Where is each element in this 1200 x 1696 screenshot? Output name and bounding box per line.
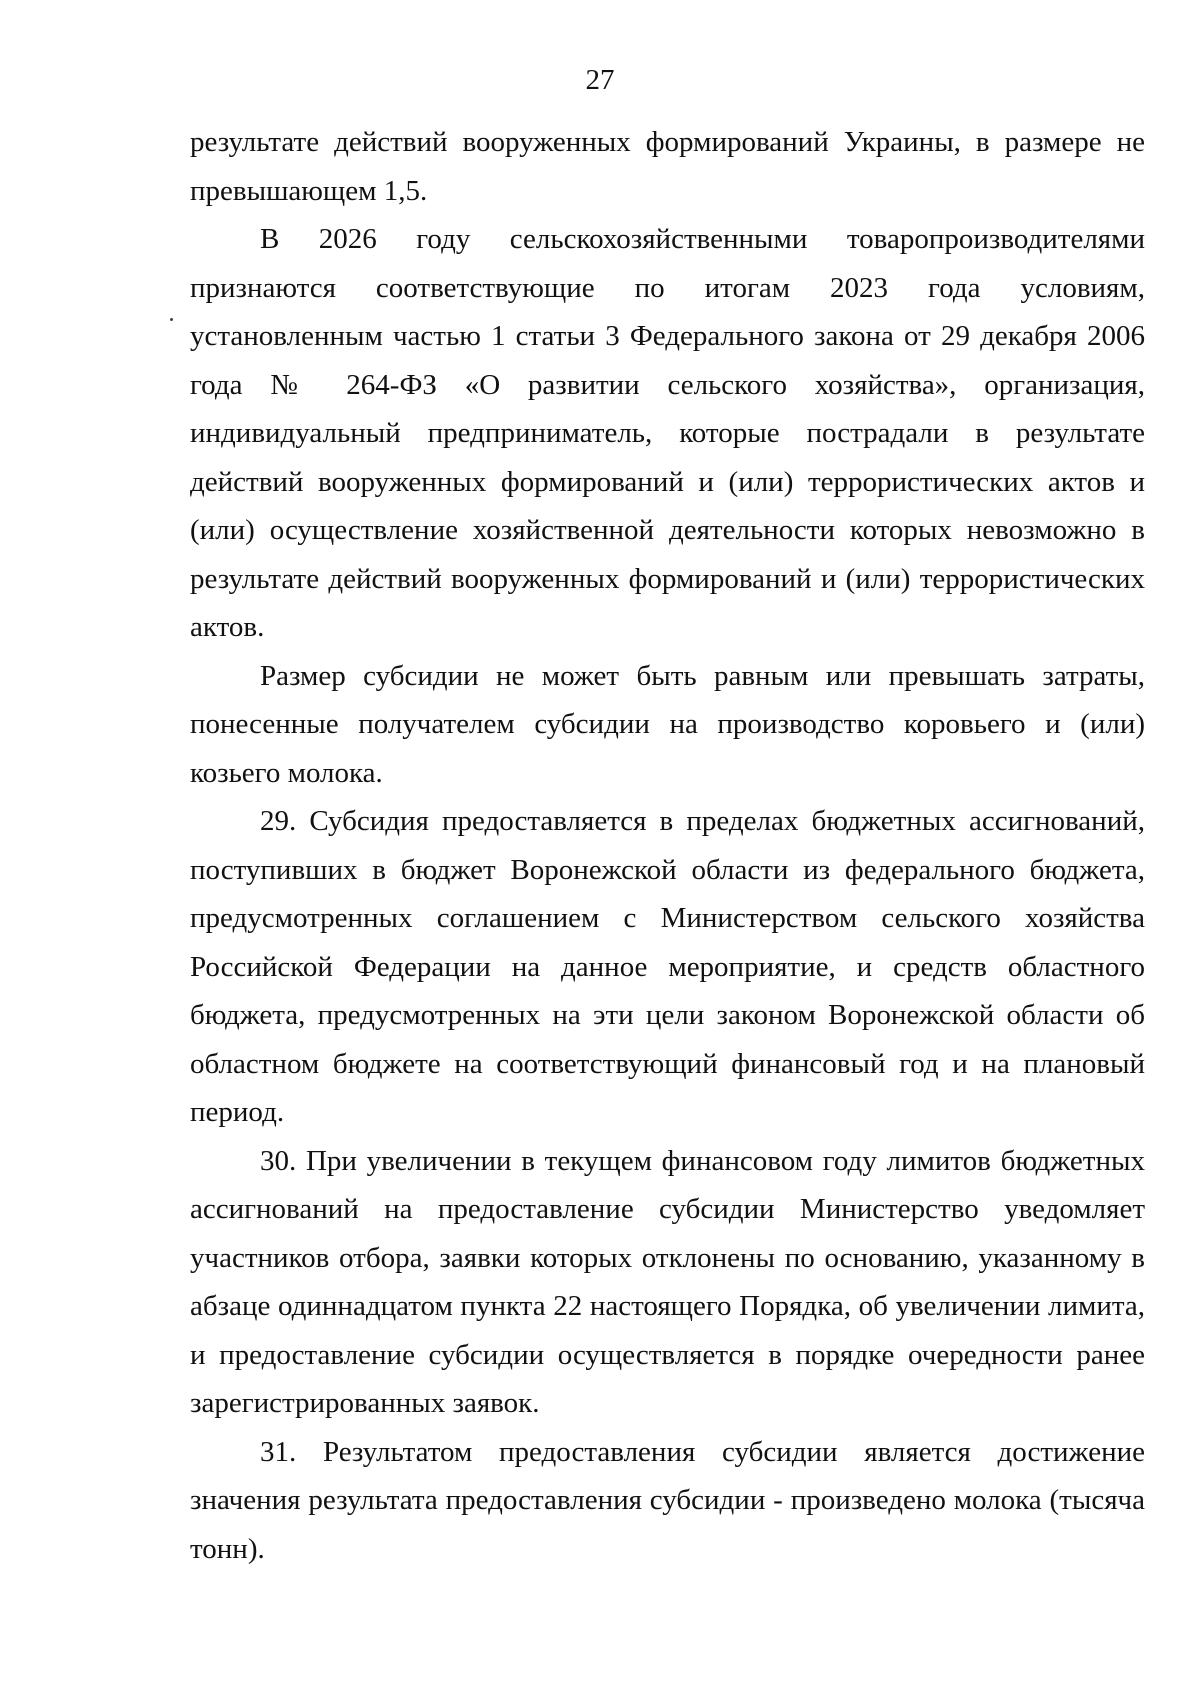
paragraph-item-29: 29. Субсидия предоставляется в пределах бюджетных ассигнований, поступивших в бюджет Воронежской области из федерального бюджета, предусмотренных соглашением с Министерством сельского хозяйства Российской Федерации на данное мероприятие, и средств областного бюджета, предусмотренных на эти цели законом Воронежской области об областном бюджете на соответствующий финансовый год и на плановый период. <box>190 805 1145 1128</box>
page-number: 27 <box>585 64 615 96</box>
paragraph-subsidy-size: Размер субсидии не может быть равным или превышать затраты, понесенные получателем субсидии на производство коровьего и (или) козьего молока. <box>190 659 1145 789</box>
paragraph-producers-2026: В 2026 году сельскохозяйственными товаропроизводителями признаются соответствующие по итогам 2023 года условиям, установленным частью 1 статьи 3 Федерального закона от 29 декабря 2006 года № 264-ФЗ «О развитии сельского хозяйства», организация, индивидуальный предприниматель, которые пострадали в результате действий вооруженных формирований и (или) террористических актов и (или) осуществление хозяйственной деятельности которых невозможно в результате действий вооруженных формирований и (или) террористических актов. <box>190 223 1145 643</box>
document-body <box>190 118 1145 1573</box>
scan-speck <box>170 318 173 321</box>
paragraph-continuation: результате действий вооруженных формирований Украины, в размере не превышающем 1,5. <box>190 126 1145 207</box>
paragraph-item-31: 31. Результатом предоставления субсидии является достижение значения результата предоставления субсидии - произведено молока (тысяча тонн). <box>190 1435 1145 1565</box>
paragraph-item-30: 30. При увеличении в текущем финансовом году лимитов бюджетных ассигнований на предоставление субсидии Министерство уведомляет участников отбора, заявки которых отклонены по основанию, указанному в абзаце одиннадцатом пункта 22 настоящего Порядка, об увеличении лимита, и предоставление субсидии осуществляется в порядке очередности ранее зарегистрированных заявок. <box>190 1144 1145 1419</box>
